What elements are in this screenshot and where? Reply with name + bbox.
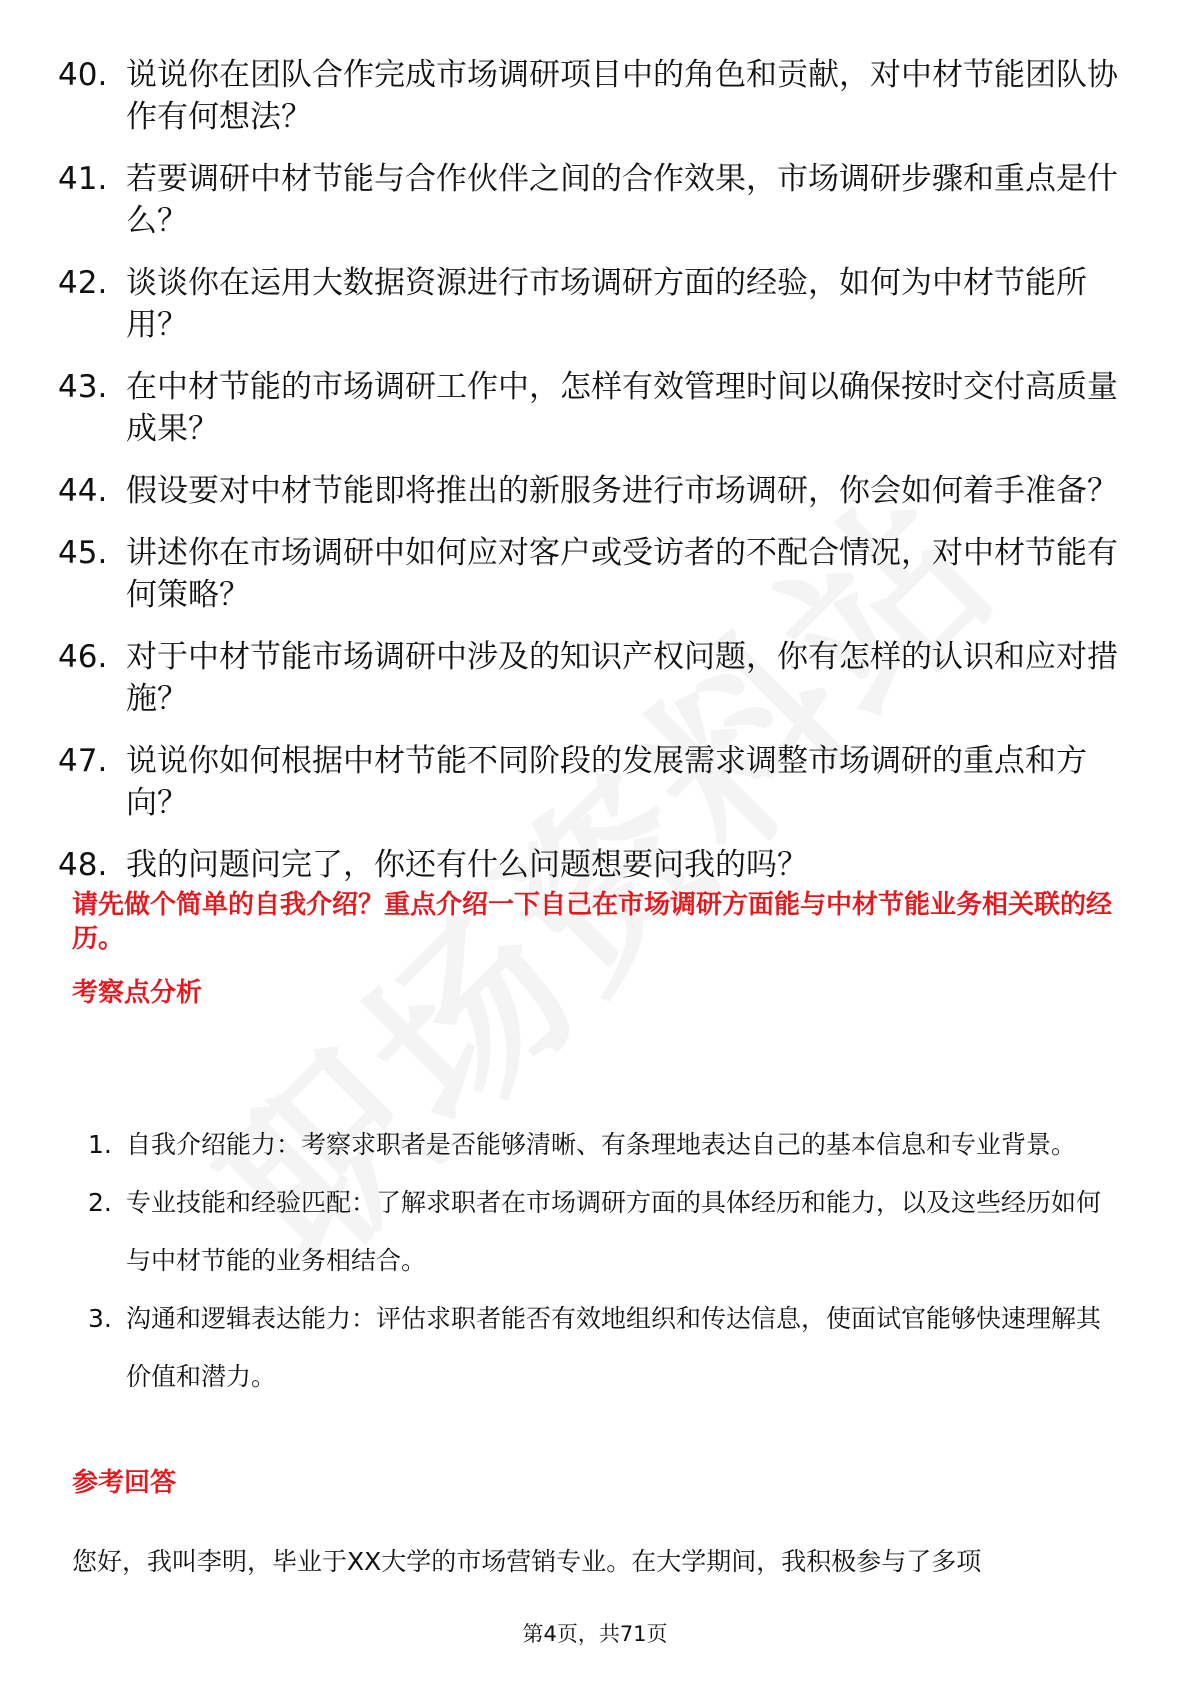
question-number: 42. [58,265,108,301]
analysis-text: 沟通和逻辑表达能力：评估求职者能否有效地组织和传达信息，使面试官能够快速理解其价值和潜力。 [126,1304,1102,1391]
analysis-number: 3. [88,1304,112,1333]
question-item [58,158,1128,242]
question-number: 40. [58,57,108,93]
analysis-text: 自我介绍能力：考察求职者是否能够清晰、有条理地表达自己的基本信息和专业背景。 [126,1130,1077,1159]
question-item [58,532,1128,616]
analysis-list [72,1116,1122,1406]
question-item [58,470,1128,512]
analysis-heading: 考察点分析 [72,978,203,1008]
question-item [58,54,1128,138]
analysis-text: 专业技能和经验匹配：了解求职者在市场调研方面的具体经历和能力，以及这些经历如何与中材节能的业务相结合。 [126,1188,1102,1275]
featured-question: 请先做个简单的自我介绍？重点介绍一下自己在市场调研方面能与中材节能业务相关联的经历。 [72,890,1113,954]
question-number: 44. [58,473,108,509]
question-list [58,54,1128,906]
question-text: 我的问题问完了，你还有什么问题想要问我的吗？ [126,847,808,883]
question-text: 说说你如何根据中材节能不同阶段的发展需求调整市场调研的重点和方向？ [126,743,1087,821]
page-footer: 第4页，共71页 [522,1622,668,1646]
question-number: 45. [58,535,108,571]
question-text: 在中材节能的市场调研工作中，怎样有效管理时间以确保按时交付高质量成果？ [126,369,1118,447]
question-text: 谈谈你在运用大数据资源进行市场调研方面的经验，如何为中材节能所用？ [126,265,1087,343]
question-number: 47. [58,743,108,779]
question-item [58,636,1128,720]
question-text: 说说你在团队合作完成市场调研项目中的角色和贡献，对中材节能团队协作有何想法？ [126,57,1118,135]
question-number: 46. [58,639,108,675]
analysis-number: 1. [88,1130,112,1159]
analysis-point [72,1290,1122,1406]
reference-answer: 您好，我叫李明，毕业于XX大学的市场营销专业。在大学期间，我积极参与了多项 [72,1547,982,1576]
question-number: 41. [58,161,108,197]
analysis-point [72,1116,1122,1174]
question-text: 讲述你在市场调研中如何应对客户或受访者的不配合情况，对中材节能有何策略？ [126,535,1118,613]
question-number: 43. [58,369,108,405]
question-item [58,844,1128,886]
analysis-point [72,1174,1122,1290]
question-item [58,740,1128,824]
analysis-number: 2. [88,1188,112,1217]
question-text: 若要调研中材节能与合作伙伴之间的合作效果，市场调研步骤和重点是什么？ [126,161,1118,239]
question-text: 对于中材节能市场调研中涉及的知识产权问题，你有怎样的认识和应对措施？ [126,639,1118,717]
question-item [58,262,1128,346]
reference-heading: 参考回答 [72,1468,177,1498]
question-item [58,366,1128,450]
question-number: 48. [58,847,108,883]
question-text: 假设要对中材节能即将推出的新服务进行市场调研，你会如何着手准备？ [126,473,1118,509]
